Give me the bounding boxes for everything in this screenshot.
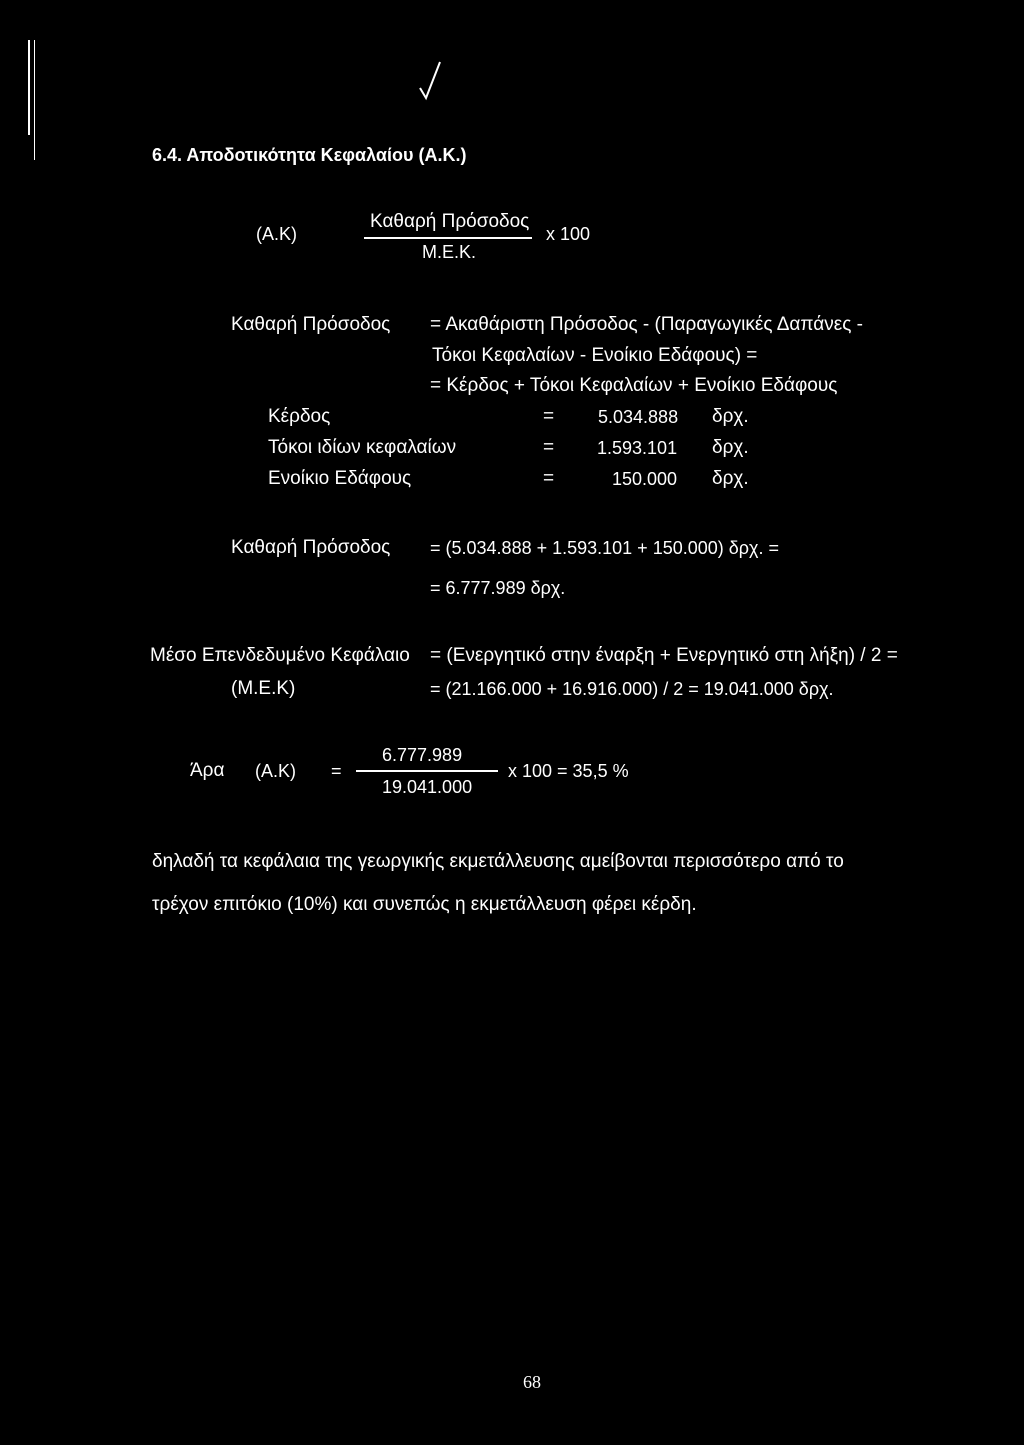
check-mark-icon — [418, 58, 444, 102]
avg-capital-abbr: (Μ.Ε.Κ) — [231, 678, 296, 699]
item-label: Ενοίκιο Εδάφους — [268, 468, 412, 489]
net-income-line-3: = Κέρδος + Τόκοι Κεφαλαίων + Ενοίκιο Εδάφους — [430, 375, 838, 396]
avg-capital-line-1: = (Ενεργητικό στην έναρξη + Ενεργητικό στη λήξη) / 2 = — [430, 645, 898, 666]
item-value: 5.034.888 — [598, 407, 679, 427]
result-fraction-bar — [356, 770, 498, 772]
formula-numerator: Καθαρή Πρόσοδος — [370, 211, 530, 232]
scan-margin-line — [28, 40, 30, 135]
item-value: 1.593.101 — [597, 438, 678, 458]
section-title: 6.4. Αποδοτικότητα Κεφαλαίου (Α.Κ.) — [152, 145, 467, 165]
avg-capital-label: Μέσο Επενδεδυμένο Κεφάλαιο — [150, 645, 410, 666]
item-unit: δρχ. — [712, 468, 749, 489]
page-number: 68 — [523, 1372, 541, 1392]
result-prefix: Άρα — [190, 760, 225, 781]
item-eq: = — [543, 468, 555, 489]
formula-multiplier: x 100 — [546, 224, 591, 244]
item-value: 150.000 — [612, 469, 678, 489]
formula-denominator: Μ.Ε.Κ. — [422, 242, 477, 262]
result-lhs: (Α.Κ) — [255, 761, 297, 781]
scan-margin-line-thin — [34, 40, 35, 160]
net-income-calc-line-1: = (5.034.888 + 1.593.101 + 150.000) δρχ. = — [430, 538, 779, 558]
item-label: Κέρδος — [268, 406, 331, 427]
net-income-calc-line-2: = 6.777.989 δρχ. — [430, 578, 566, 598]
item-eq: = — [543, 406, 555, 427]
result-rhs: x 100 = 35,5 % — [508, 761, 629, 781]
avg-capital-line-2: = (21.166.000 + 16.916.000) / 2 = 19.041.000 δρχ. — [430, 679, 834, 699]
result-eq: = — [331, 761, 342, 781]
item-eq: = — [543, 437, 555, 458]
net-income-label: Καθαρή Πρόσοδος — [231, 314, 391, 335]
net-income-line-2: Τόκοι Κεφαλαίων - Ενοίκιο Εδάφους) = — [432, 345, 758, 366]
conclusion-line-2: τρέχον επιτόκιο (10%) και συνεπώς η εκμετάλλευση φέρει κέρδη. — [152, 894, 697, 915]
formula-lhs: (Α.Κ) — [256, 224, 298, 244]
result-denominator: 19.041.000 — [382, 777, 473, 797]
item-unit: δρχ. — [712, 406, 749, 427]
result-numerator: 6.777.989 — [382, 745, 463, 765]
item-unit: δρχ. — [712, 437, 749, 458]
net-income-calc-label: Καθαρή Πρόσοδος — [231, 537, 391, 558]
formula-fraction-bar — [364, 237, 532, 239]
item-label: Τόκοι ιδίων κεφαλαίων — [268, 437, 457, 458]
net-income-line-1: = Ακαθάριστη Πρόσοδος - (Παραγωγικές Δαπάνες - — [430, 314, 863, 335]
conclusion-line-1: δηλαδή τα κεφάλαια της γεωργικής εκμετάλλευσης αμείβονται περισσότερο από το — [152, 851, 844, 872]
